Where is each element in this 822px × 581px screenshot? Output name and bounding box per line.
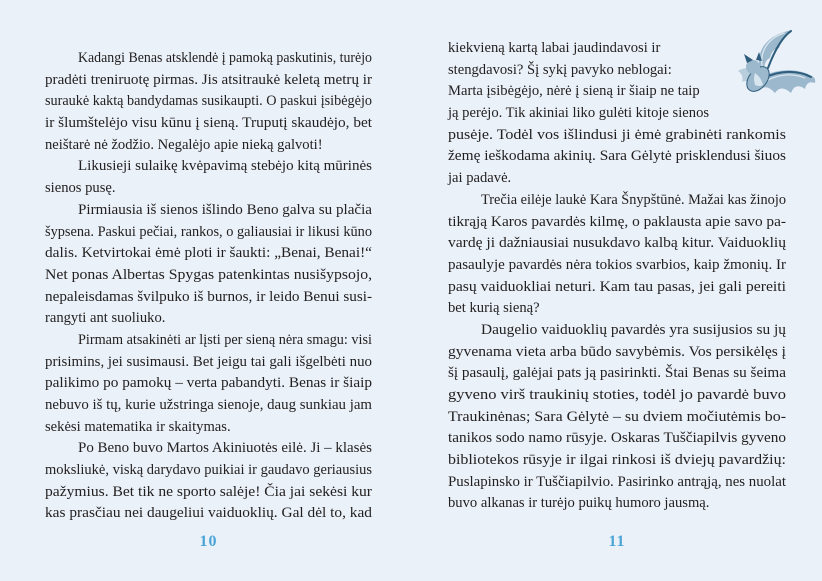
text-line: sekėsi matematika ir skaitymas. [45, 418, 231, 435]
text-line: sienos pusę. [45, 180, 116, 197]
text-line: jai padavė. [448, 170, 512, 187]
text-line: pažymius. Bet tik ne sporto salėje! Čia jai sekėsi kur [45, 483, 372, 500]
text-line: Marta įsibėgėjo, nėrė į sieną ir šiaip ne taip [448, 83, 700, 100]
text-line: nepaleisdamas švilpuko iš burnos, ir leido Benui susi- [45, 288, 373, 305]
text-line: Trečia eilėje laukė Kara Šnypštūnė. Mažai kas žinojo [481, 191, 786, 208]
text-line: prisimins, jei susimausi. Bet jeigu tai gali išgelbėti nuo [45, 353, 372, 370]
text-line: Likusieji sulaikę kvėpavimą stebėjo kitą mūrinės [78, 158, 372, 175]
text-line: pasų vaiduokliai neturi. Kam tau pasas, jei gali pereiti [448, 278, 786, 295]
text-line: tikrąją Karos pavardės kilmę, o paklausta apie savo pa- [448, 213, 786, 230]
right-page-number: 11 [608, 533, 626, 550]
text-line: pasaulyje pavardės nėra tokios svarbios, kaip žmonių. Ir [448, 256, 787, 273]
text-line: dalis. Ketvirtokai ėmė ploti ir šaukti: „Benai, Benai!“ [45, 245, 372, 262]
text-line: Traukinėnas; Sara Gėlytė – su dviem močiutėmis bo- [448, 408, 786, 425]
text-line: tanikos sodo namo rūsyje. Oskaras Tuščiapilvis gyveno [448, 430, 787, 447]
text-line: bibliotekos rūsyje ir ilgai rinkosi iš dviejų pavardžių: [448, 452, 786, 469]
text-line: suraukė kaktą bandydamas susikaupti. O paskui įsibėgėjo [45, 93, 372, 110]
text-line: šypsena. Paskui pečiai, rankos, o galiausiai ir likusi kūno [45, 223, 373, 240]
text-line: Pirmam atsakinėti ar lįsti per sieną nėra smagu: visi [78, 331, 372, 348]
text-line: kiekvieną kartą labai jaudindavosi ir [448, 40, 661, 56]
text-line: gyveno virš traukinių stoties, todėl jo pavardė buvo [448, 387, 786, 403]
text-line: Pirmiausia iš sienos išlindo Beno galva su plačia [78, 201, 373, 218]
text-line: Kadangi Benas atsklendė į pamoką paskutinis, turėjo [78, 50, 372, 66]
text-line: neištarė nė žodžio. Negalėjo apie nieką galvoti! [45, 136, 323, 153]
bat-icon [733, 26, 819, 116]
text-line: gyvenama vieta arba būdo savybėmis. Vos persikėlęs į [448, 343, 786, 360]
text-line: Daugelio vaiduoklių pavardės yra susijusios su jų [481, 321, 787, 338]
text-line: stengdavosi? Šį sykį pavyko neblogai: [448, 61, 672, 78]
text-line: Puslapinsko ir Tuščiapilvio. Pasirinko antrąją, nes nuolat [448, 473, 786, 490]
text-line: ją perėjo. Tik akiniai liko gulėti kitoje sienos [448, 105, 710, 122]
text-line: ir šlumštelėjo visu kūnu į sieną. Truputį skaudėjo, bet [45, 115, 372, 132]
text-line: vardę ji dažniausiai nusukdavo kalbą kitur. Vaiduoklių [448, 235, 787, 252]
text-line: šį pasaulį, galėjai pats ją pasirinkti. Štai Benas su šeima [448, 365, 786, 382]
text-line: žemę ieškodama akinių. Sara Gėlytė prisklendusi šiuos [448, 148, 787, 165]
text-line: buvo alkanas ir turėjo puikų humoro jausmą. [448, 495, 710, 512]
text-line: nebuvo iš tų, kurie užstringa sienoje, daug sunkiau jam [45, 397, 373, 413]
left-page-number: 10 [199, 533, 218, 550]
text-line: moksliukė, viską darydavo puikiai ir gaudavo geriausius [45, 462, 373, 479]
text-line: rangyti ant suoliuko. [45, 310, 166, 327]
text-line: pradėti treniruotę pirmas. Jis atsitraukė keletą metrų ir [45, 71, 372, 88]
text-line: bet kurią sieną? [448, 300, 540, 317]
left-page-text [45, 48, 372, 525]
text-line: kas prasčiau nei daugeliui vaiduoklių. Gal dėl to, kad [45, 505, 373, 522]
text-line: pusėje. Todėl vos išlindusi ji ėmė grabinėti rankomis [448, 126, 786, 143]
text-line: Net ponas Albertas Spygas patenkintas nusišypsojo, [45, 266, 373, 283]
text-line: palikimo po pamokų – verta pabandyti. Benas ir šiaip [45, 375, 373, 392]
text-line: Po Beno buvo Martos Akiniuotės eilė. Ji – klasės [78, 440, 372, 457]
